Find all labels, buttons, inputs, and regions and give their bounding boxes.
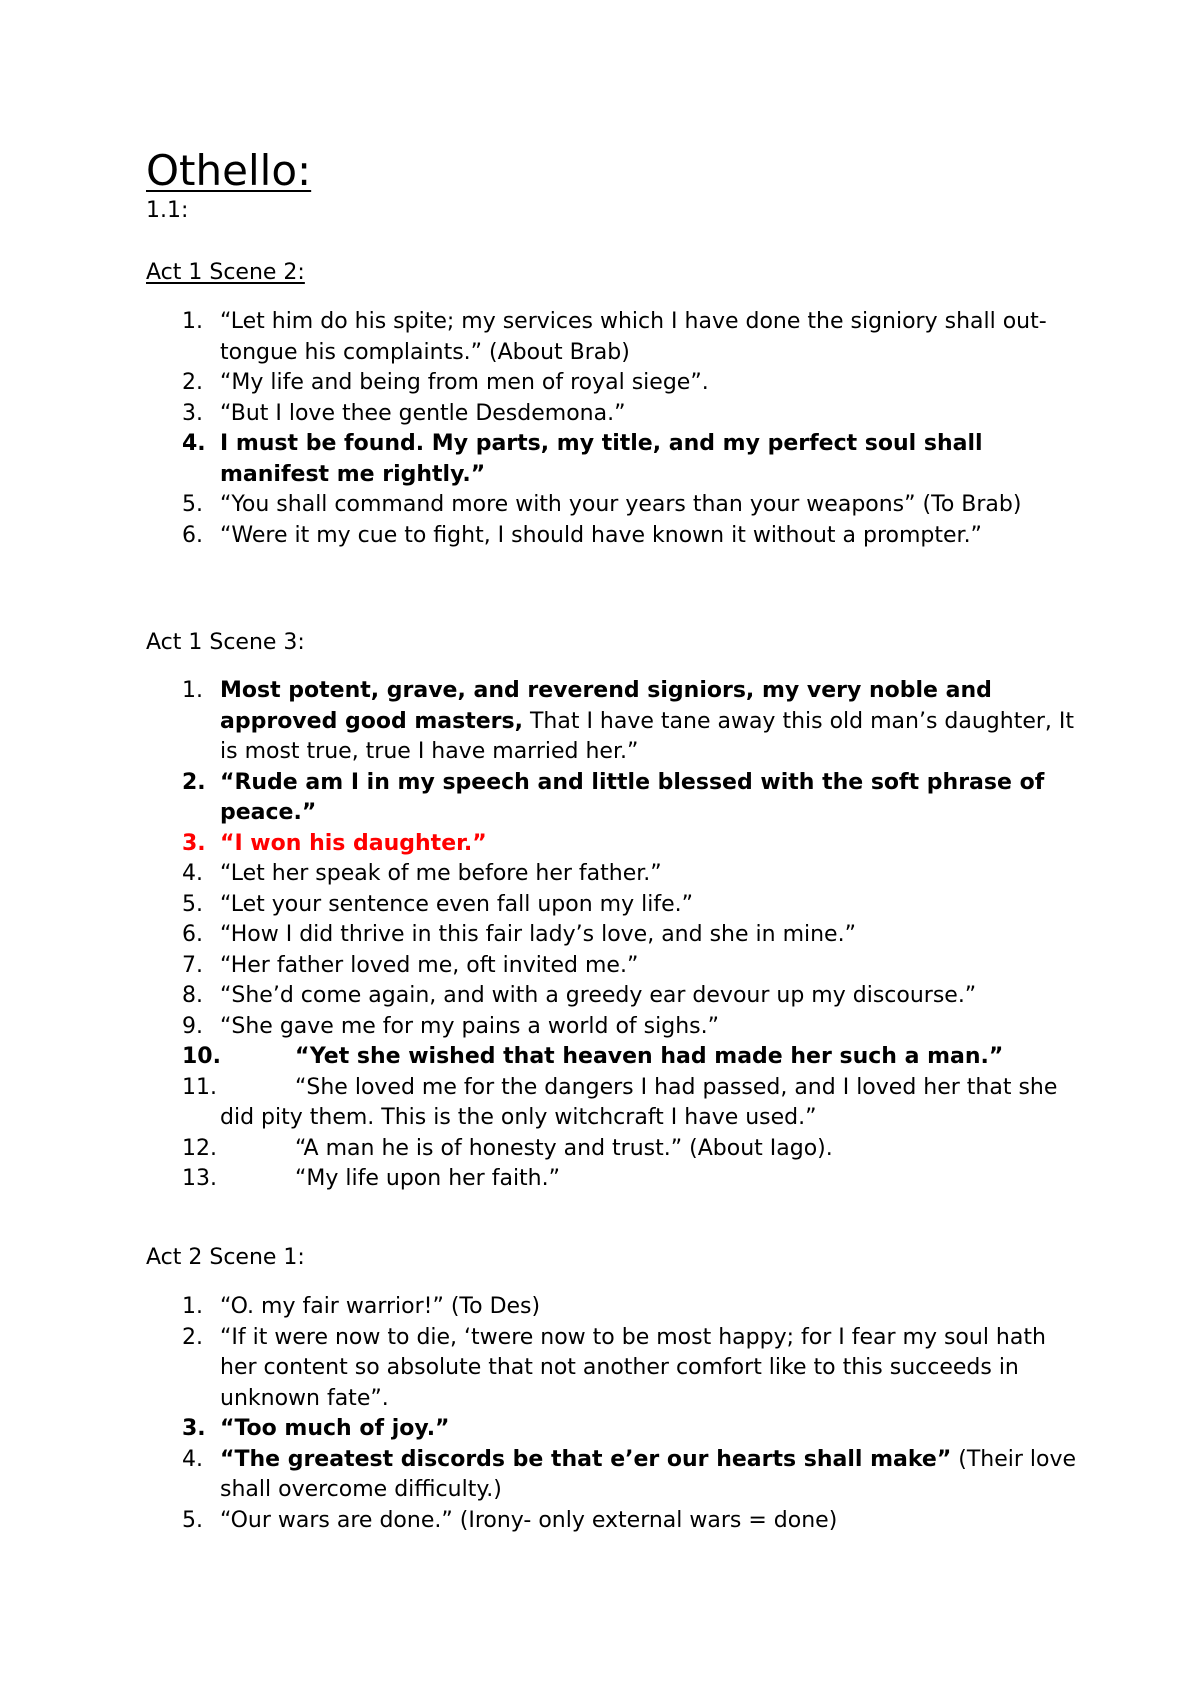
list-item: 7. “Her father loved me, oft invited me.” xyxy=(182,952,639,978)
list-item: 11. “She loved me for the dangers I had passed, and I loved her that she did pity them. This is the only witchcraft I have used.” xyxy=(182,1074,1058,1130)
list-item: 12. “A man he is of honesty and trust.” (About Iago). xyxy=(182,1135,833,1161)
list-item: 8. “She’d come again, and with a greedy ear devour up my discourse.” xyxy=(182,983,977,1008)
act1-scene3-list xyxy=(0,676,1200,1195)
list-item: 6. “How I did thrive in this fair lady’s love, and she in mine.” xyxy=(182,922,856,947)
list-item: 9. “She gave me for my pains a world of sighs.” xyxy=(182,1013,720,1039)
page-title: Othello: xyxy=(146,146,312,195)
list-item: 4. I must be found. My parts, my title, and my perfect soul shall manifest me rightly.” xyxy=(182,431,983,487)
act2-scene1-list xyxy=(0,1292,1200,1536)
list-item: 3. “Too much of joy.” xyxy=(182,1416,450,1441)
list-item: 6. “Were it my cue to fight, I should have known it without a prompter.” xyxy=(182,522,982,548)
list-item: 4. “The greatest discords be that e’er our hearts shall make” (Their love shall overcome difficulty.) xyxy=(182,1446,1077,1502)
list-item: 2. “Rude am I in my speech and little blessed with the soft phrase of peace.” xyxy=(182,769,1045,825)
list-item: 3. “But I love thee gentle Desdemona.” xyxy=(182,400,626,426)
act1-scene3-heading: Act 1 Scene 3: xyxy=(146,630,305,655)
list-item: 1. “O. my fair warrior!” (To Des) xyxy=(182,1294,541,1319)
list-item: 3. “I won his daughter.” xyxy=(182,830,487,856)
list-item: 1. “Let him do his spite; my services which I have done the signiory shall out-tongue his complaints.” (About Brab) xyxy=(182,309,1047,365)
list-item: 13. “My life upon her faith.” xyxy=(182,1166,561,1191)
section-1-1-label: 1.1: xyxy=(146,198,189,223)
list-item: 2. “If it were now to die, ‘twere now to be most happy; for I fear my soul hath her content so absolute that not another comfort like to this succeeds in unknown fate”. xyxy=(182,1324,1046,1411)
act2-scene1-heading: Act 2 Scene 1: xyxy=(146,1245,305,1270)
list-item: 2. “My life and being from men of royal siege”. xyxy=(182,370,709,395)
list-item: 5. “You shall command more with your years than your weapons” (To Brab) xyxy=(182,492,1022,517)
list-item: 5. “Our wars are done.” (Irony- only external wars = done) xyxy=(182,1507,838,1533)
list-item: 10. “Yet she wished that heaven had made her such a man.” xyxy=(182,1044,1004,1069)
act1-scene2-list xyxy=(0,307,1200,551)
act1-scene2-heading: Act 1 Scene 2: xyxy=(146,260,305,285)
list-item: 1. Most potent, grave, and reverend signiors, my very noble and approved good masters, That I have tane away this old man’s daughter, It is most true, true I have married her.” xyxy=(182,678,1075,764)
list-item: 4. “Let her speak of me before her father.” xyxy=(182,861,662,886)
list-item: 5. “Let your sentence even fall upon my life.” xyxy=(182,891,693,917)
